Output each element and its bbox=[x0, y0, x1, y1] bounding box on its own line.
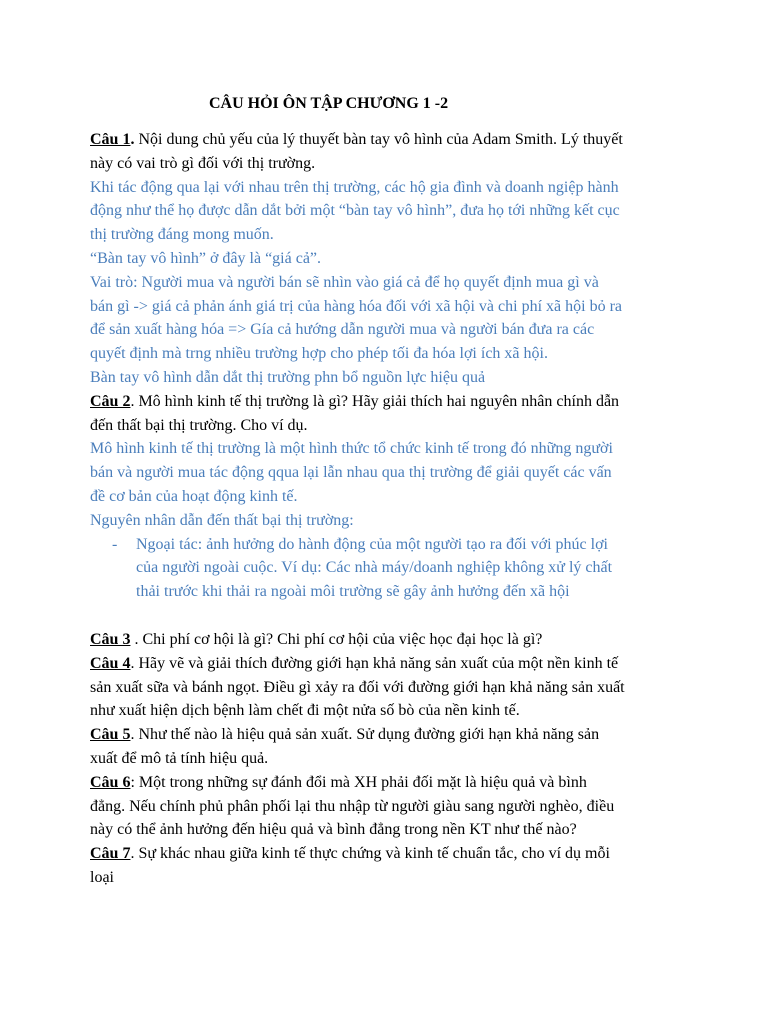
answer-line: thị trường đáng mong muốn. bbox=[90, 226, 274, 244]
question-5-label: Câu 5 bbox=[90, 726, 131, 744]
bullet-line: thải trước khi thải ra ngoài môi trường sẽ gây ảnh hưởng đến xã hội bbox=[136, 583, 570, 601]
answer-line: bán gì -> giá cả phản ánh giá trị của hàng hóa đối với xã hội và chi phí xã hội bỏ ra bbox=[90, 297, 622, 315]
answer-line: Mô hình kinh tế thị trường là một hình thức tổ chức kinh tế trong đó những người bbox=[90, 440, 613, 458]
question-7-label: Câu 7 bbox=[90, 845, 131, 863]
document-title: CÂU HỎI ÔN TẬP CHƯƠNG 1 -2 bbox=[209, 95, 449, 112]
question-2-line bbox=[90, 390, 690, 414]
question-5 bbox=[90, 723, 690, 771]
question-7-text: loại bbox=[90, 868, 114, 886]
question-6-line bbox=[90, 771, 690, 795]
answer-2 bbox=[90, 437, 690, 604]
answer-line: quyết định mà trng nhiều trường hợp cho phép tối đa hóa lợi ích xã hội. bbox=[90, 345, 548, 363]
question-2-text: . Mô hình kinh tế thị trường là gì? Hãy giải thích hai nguyên nhân chính dẫn bbox=[130, 392, 620, 410]
question-4-text: . Hãy vẽ và giải thích đường giới hạn khả năng sản xuất của một nền kinh tế bbox=[130, 654, 619, 672]
question-3 bbox=[90, 628, 690, 652]
answer-line: “Bàn tay vô hình” ở đây là “giá cả”. bbox=[90, 249, 322, 267]
question-4-text: như xuất hiện dịch bệnh làm chết đi một nửa số bò của nền kinh tế. bbox=[90, 702, 520, 720]
question-7 bbox=[90, 842, 690, 890]
bullet-line: của người ngoài cuộc. Ví dụ: Các nhà máy/doanh nghiệp không xử lý chất bbox=[136, 559, 613, 577]
question-2-text: đến thất bại thị trường. Cho ví dụ. bbox=[90, 416, 308, 434]
answer-line: Vai trò: Người mua và người bán sẽ nhìn vào giá cả để họ quyết định mua gì và bbox=[90, 273, 599, 291]
question-1-text: này có vai trò gì đối với thị trường. bbox=[90, 154, 316, 172]
answer-line: bán và người mua tác động qqua lại lẫn nhau qua thị trường để giải quyết các vấn bbox=[90, 464, 612, 482]
question-5-text: xuất để mô tả tính hiệu quả. bbox=[90, 749, 269, 767]
question-6-text: : Một trong những sự đánh đổi mà XH phải đối mặt là hiệu quả và bình bbox=[130, 773, 587, 791]
bullet-item bbox=[90, 533, 690, 604]
answer-1 bbox=[90, 176, 690, 390]
question-1-text: Nội dung chủ yếu của lý thuyết bàn tay vô hình của Adam Smith. Lý thuyết bbox=[134, 131, 623, 148]
question-2 bbox=[90, 390, 690, 438]
question-3-line bbox=[90, 628, 690, 652]
question-4-text: sản xuất sữa và bánh ngọt. Điều gì xảy ra đối với đường giới hạn khả năng sản xuất bbox=[90, 678, 625, 696]
answer-line: để sản xuất hàng hóa => Gía cả hướng dẫn người mua và người bán đưa ra các bbox=[90, 321, 595, 339]
question-3-text: . Chi phí cơ hội là gì? Chi phí cơ hội của việc học đại học là gì? bbox=[130, 630, 543, 648]
question-1-label: Câu 1 bbox=[90, 131, 131, 148]
document-page bbox=[90, 92, 690, 890]
question-2-label: Câu 2 bbox=[90, 392, 131, 410]
question-1 bbox=[90, 128, 690, 176]
question-1-line bbox=[90, 128, 690, 152]
bullet-dash: - bbox=[112, 535, 118, 553]
question-6-text: này có thể ảnh hưởng đến hiệu quả và bình đẳng trong nền KT như thế nào? bbox=[90, 821, 577, 839]
answer-line: đề cơ bản của hoạt động kinh tế. bbox=[90, 487, 298, 505]
question-4-line bbox=[90, 652, 690, 676]
question-3-label: Câu 3 bbox=[90, 630, 131, 648]
bullet-line: Ngoại tác: ảnh hưởng do hành động của một người tạo ra đối với phúc lợi bbox=[136, 535, 608, 553]
question-1-label-dot: . bbox=[130, 131, 135, 148]
answer-line: động như thể họ được dẫn dắt bởi một “bàn tay vô hình”, đưa họ tới những kết cục bbox=[90, 202, 620, 220]
blank-line bbox=[90, 604, 690, 628]
question-7-text: . Sự khác nhau giữa kinh tế thực chứng và kinh tế chuẩn tắc, cho ví dụ mỗi bbox=[130, 845, 610, 863]
question-6 bbox=[90, 771, 690, 842]
question-7-line bbox=[90, 842, 690, 866]
question-6-label: Câu 6 bbox=[90, 773, 131, 791]
question-5-text: . Như thế nào là hiệu quả sản xuất. Sử dụng đường giới hạn khả năng sản bbox=[130, 726, 600, 744]
question-5-line bbox=[90, 723, 690, 747]
answer-line: Bàn tay vô hình dẫn dắt thị trường phn bổ nguồn lực hiệu quả bbox=[90, 368, 486, 386]
question-6-text: đẳng. Nếu chính phủ phân phối lại thu nhập từ người giàu sang người nghèo, điều bbox=[90, 797, 615, 815]
question-4 bbox=[90, 652, 690, 723]
answer-line: Khi tác động qua lại với nhau trên thị trường, các hộ gia đình và doanh ngiệp hành bbox=[90, 178, 619, 196]
answer-line: Nguyên nhân dẫn đến thất bại thị trường: bbox=[90, 511, 354, 529]
question-4-label: Câu 4 bbox=[90, 654, 131, 672]
